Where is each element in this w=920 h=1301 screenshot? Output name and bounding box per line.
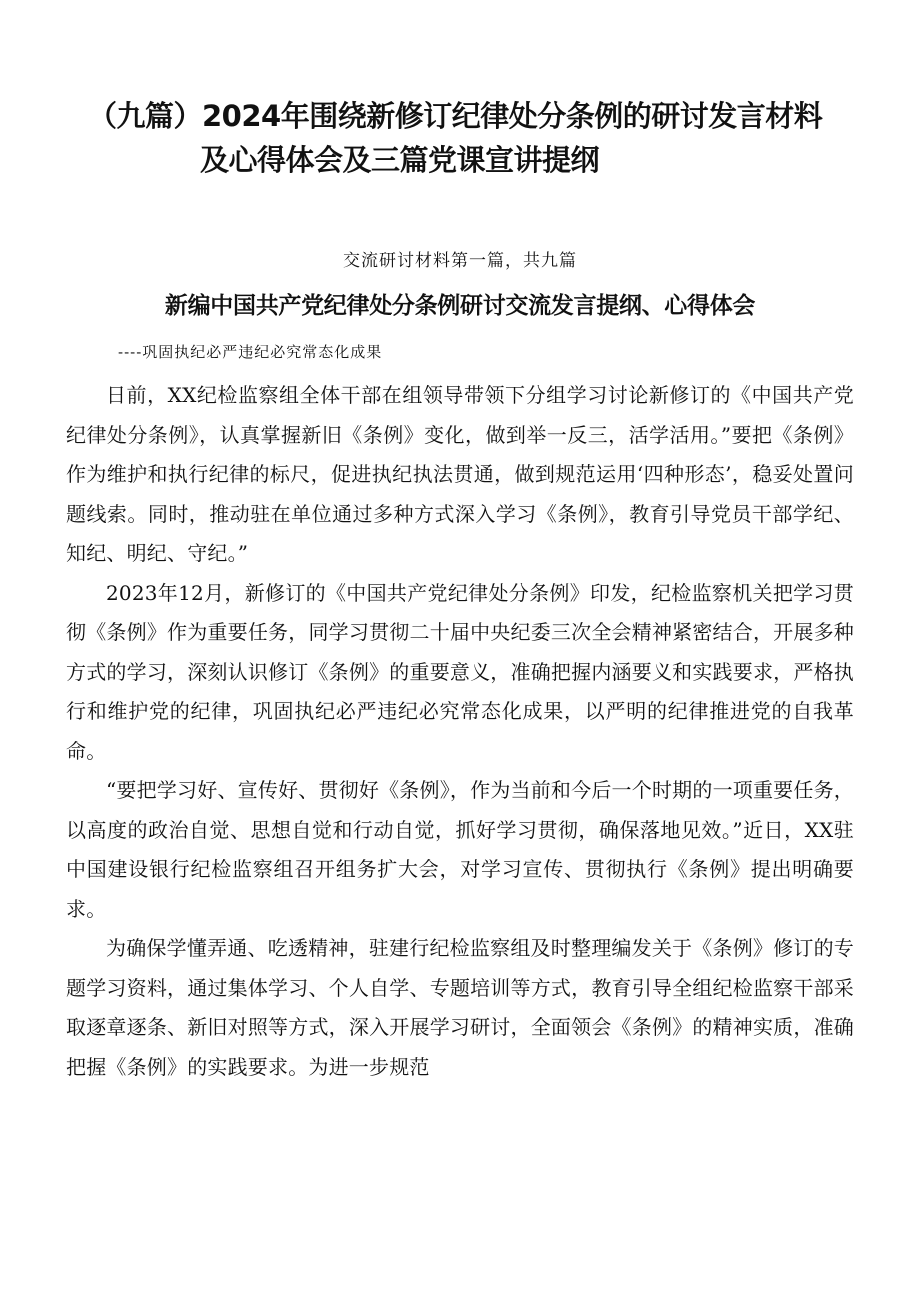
main-title-line-1: （九篇）2024年围绕新修订纪律处分条例的研讨发言材料 [88,99,823,133]
main-title-line-2: 及心得体会及三篇党课宣讲提纲 [200,143,600,177]
paragraph-2: 2023年12月，新修订的《中国共产党纪律处分条例》印发，纪检监察机关把学习贯彻《条例》作为重要任务，同学习贯彻二十届中央纪委三次全会精神紧密结合，开展多种方式的学习，深刻认识修订《条例》的重要意义，准确把握内涵要义和实践要求，严格执行和维护党的纪律，巩固执纪必严违纪必究常态化成果，以严明的纪律推进党的自我革命。 [66,580,854,763]
article-subtitle: ----巩固执纪必严违纪必究常态化成果 [118,343,383,361]
article-title: 新编中国共产党纪律处分条例研讨交流发言提纲、心得体会 [164,293,756,319]
body-text [66,376,854,1087]
paragraph-4: 为确保学懂弄通、吃透精神，驻建行纪检监察组及时整理编发关于《条例》修订的专题学习资料，通过集体学习、个人自学、专题培训等方式，教育引导全组纪检监察干部采取逐章逐条、新旧对照等方式，深入开展学习研讨，全面领会《条例》的精神实质，准确把握《条例》的实践要求。为进一步规范 [66,936,854,1079]
paragraph-3: “要把学习好、宣传好、贯彻好《条例》，作为当前和今后一个时期的一项重要任务，以高度的政治自觉、思想自觉和行动自觉，抓好学习贯彻，确保落地见效。”近日，XX驻中国建设银行纪检监察组召开组务扩大会，对学习宣传、贯彻执行《条例》提出明确要求。 [66,778,854,921]
section-label: 交流研讨材料第一篇，共九篇 [343,251,577,271]
paragraph-1: 日前，XX纪检监察组全体干部在组领导带领下分组学习讨论新修订的《中国共产党纪律处分条例》，认真掌握新旧《条例》变化，做到举一反三，活学活用。”要把《条例》作为维护和执行纪律的标尺，促进执纪执法贯通，做到规范运用‘四种形态’，稳妥处置问题线索。同时，推动驻在单位通过多种方式深入学习《条例》，教育引导党员干部学纪、知纪、明纪、守纪。” [66,383,854,565]
main-title [88,94,888,182]
